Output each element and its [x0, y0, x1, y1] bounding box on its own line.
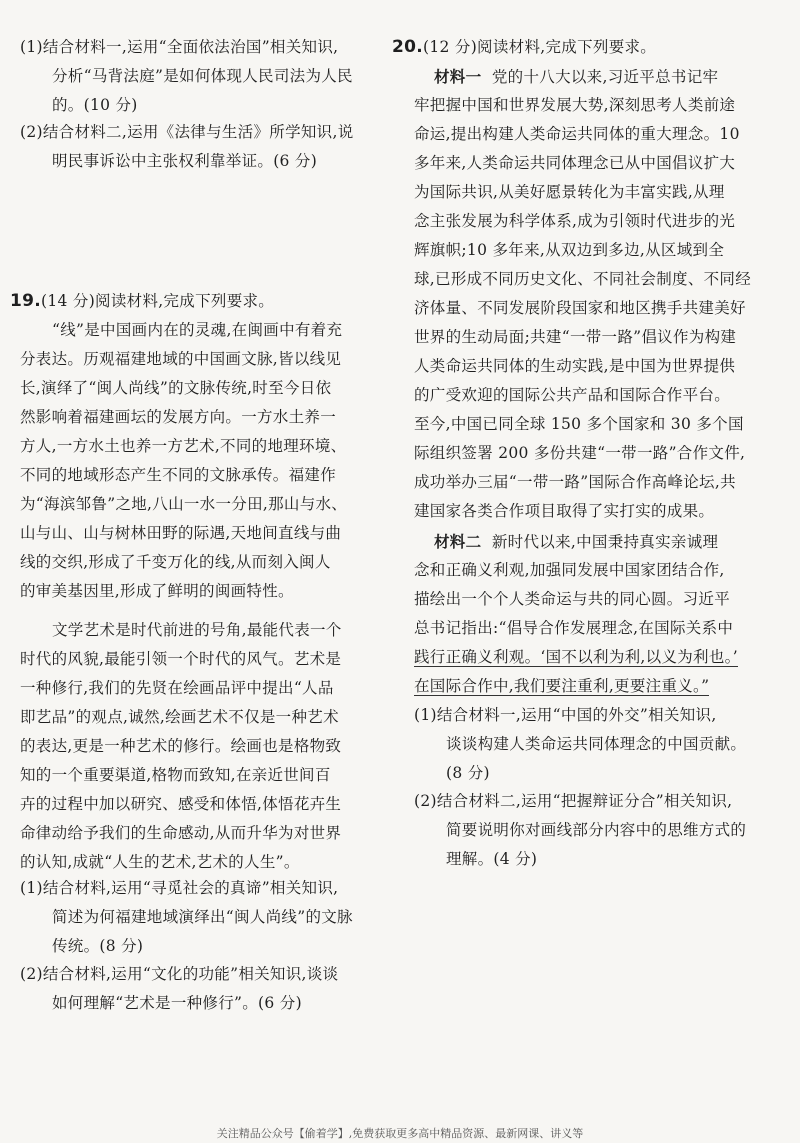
q18-part1-line1: (1)结合材料一,运用“全面依法治国”相关知识, — [20, 38, 339, 56]
material1-line: 至今,中国已同全球 150 多个国家和 30 多个国 — [414, 415, 744, 433]
q18-part2-line2: 明民事诉讼中主张权利靠举证。(6 分) — [52, 152, 318, 170]
material1-line: 世界的生动局面;共建“一带一路”倡议作为构建 — [414, 328, 737, 346]
material1-line: 际组织签署 200 多份共建“一带一路”合作文件, — [414, 444, 746, 462]
q18-part1-line3: 的。(10 分) — [52, 96, 138, 114]
material2-line: 总书记指出:“倡导合作发展理念,在国际关系中 — [414, 619, 734, 637]
material1-line: 球,已形成不同历史文化、不同社会制度、不同经 — [414, 270, 752, 288]
material1-line: 命运,提出构建人类命运共同体的重大理念。10 — [414, 125, 740, 143]
material1-first-text: 党的十八大以来,习近平总书记牢 — [491, 68, 719, 86]
material2-first-line — [434, 527, 718, 557]
q19-para2-line: 的认知,成就“人生的艺术,艺术的人生”。 — [20, 853, 300, 871]
underlined-text: 践行正确义利观。‘国不以利为利,以义为利也。’ — [414, 648, 738, 666]
q19-para1-line: 的审美基因里,形成了鲜明的闽画特性。 — [20, 582, 294, 600]
q18-part2-line1: (2)结合材料二,运用《法律与生活》所学知识,说 — [20, 123, 354, 141]
material1-line: 多年来,人类命运共同体理念已从中国倡议扩大 — [414, 154, 736, 172]
q18-part1-line2: 分析“马背法庭”是如何体现人民司法为人民 — [52, 67, 353, 85]
material2-underlined-line — [414, 643, 738, 672]
q19-part1-line2: 简述为何福建地域演绎出“闽人尚线”的文脉 — [52, 908, 353, 926]
q20-heading — [392, 33, 656, 62]
q20-number: 20. — [392, 37, 424, 57]
q20-part2-line3: 理解。(4 分) — [446, 850, 538, 868]
q19-instruction: (14 分)阅读材料,完成下列要求。 — [41, 292, 275, 310]
material2-line: 描绘出一个个人类命运与共的同心圆。习近平 — [414, 590, 731, 608]
q20-part1-line3: (8 分) — [446, 764, 490, 782]
q19-para1-line: 线的交织,形成了千变万化的线,从而刻入闽人 — [20, 553, 331, 571]
material2-label: 材料二 — [434, 532, 482, 551]
q19-para1-line: 长,演绎了“闽人尚线”的文脉传统,时至今日依 — [20, 379, 332, 397]
material1-line: 为国际共识,从美好愿景转化为丰富实践,从理 — [414, 183, 725, 201]
material1-line: 辉旗帜;10 多年来,从双边到多边,从区域到全 — [414, 241, 725, 259]
q19-para1-line: 然影响着福建画坛的发展方向。一方水土养一 — [20, 408, 337, 426]
q19-part2-line2: 如何理解“艺术是一种修行”。(6 分) — [52, 994, 302, 1012]
q19-part1-line1: (1)结合材料,运用“寻觅社会的真谛”相关知识, — [20, 879, 339, 897]
q19-para2-line: 时代的风貌,最能引领一个时代的风气。艺术是 — [20, 650, 342, 668]
material1-line: 成功举办三届“一带一路”国际合作高峰论坛,共 — [414, 473, 736, 491]
q20-part1-line2: 谈谈构建人类命运共同体理念的中国贡献。 — [446, 735, 747, 753]
q19-para2-line: 文学艺术是时代前进的号角,最能代表一个 — [52, 621, 342, 639]
q19-heading — [10, 287, 274, 316]
q20-part2-line1: (2)结合材料二,运用“把握辩证分合”相关知识, — [414, 792, 733, 810]
q19-para1-line: 山与山、山与树林田野的际遇,天地间直线与曲 — [20, 524, 342, 542]
material2-underlined-line — [414, 672, 709, 701]
q19-para1-line: 不同的地域形态产生不同的文脉承传。福建作 — [20, 466, 337, 484]
q19-para2-line: 一种修行,我们的先贤在绘画品评中提出“人品 — [20, 679, 334, 697]
q19-para1-line: “线”是中国画内在的灵魂,在闽画中有着充 — [52, 321, 343, 339]
q20-part1-line1: (1)结合材料一,运用“中国的外交”相关知识, — [414, 706, 717, 724]
q19-para1-line: 方人,一方水土也养一方艺术,不同的地理环境、 — [20, 437, 347, 455]
q19-para2-line: 命律动给予我们的生命感动,从而升华为对世界 — [20, 824, 342, 842]
material1-line: 念主张发展为科学体系,成为引领时代进步的光 — [414, 212, 736, 230]
q20-part2-line2: 简要说明你对画线部分内容中的思维方式的 — [446, 821, 747, 839]
q19-number: 19. — [10, 291, 42, 311]
material1-line: 牢把握中国和世界发展大势,深刻思考人类前途 — [414, 96, 736, 114]
q19-para1-line: 分表达。历观福建地域的中国画文脉,皆以线见 — [20, 350, 342, 368]
material1-first-line — [434, 62, 718, 92]
q19-part2-line1: (2)结合材料,运用“文化的功能”相关知识,谈谈 — [20, 965, 339, 983]
q19-part1-line3: 传统。(8 分) — [52, 937, 144, 955]
underlined-text: 在国际合作中,我们要注重利,更要注重义。” — [414, 677, 710, 695]
q19-para2-line: 卉的过程中加以研究、感受和体悟,体悟花卉生 — [20, 795, 342, 813]
material1-line: 建国家各类合作项目取得了实打实的成果。 — [414, 502, 715, 520]
material2-first-text: 新时代以来,中国秉持真实亲诚理 — [491, 533, 719, 551]
material1-line: 人类命运共同体的生动实践,是中国为世界提供 — [414, 357, 736, 375]
q19-para2-line: 知的一个重要渠道,格物而致知,在亲近世间百 — [20, 766, 331, 784]
q19-para1-line: 为“海滨邹鲁”之地,八山一水一分田,那山与水、 — [20, 495, 348, 513]
q19-para2-line: 即艺品”的观点,诚然,绘画艺术不仅是一种艺术 — [20, 708, 339, 726]
q19-para2-line: 的表达,更是一种艺术的修行。绘画也是格物致 — [20, 737, 342, 755]
material2-line: 念和正确义利观,加强同发展中国家团结合作, — [414, 561, 725, 579]
material1-label: 材料一 — [434, 67, 482, 86]
material1-line: 的广受欢迎的国际公共产品和国际合作平台。 — [414, 386, 731, 404]
page-footer: 关注精品公众号【偷着学】,免费获取更多高中精品资源、最新网课、讲义等 — [216, 1127, 584, 1140]
q20-instruction: (12 分)阅读材料,完成下列要求。 — [423, 38, 657, 56]
material1-line: 济体量、不同发展阶段国家和地区携手共建美好 — [414, 299, 746, 317]
